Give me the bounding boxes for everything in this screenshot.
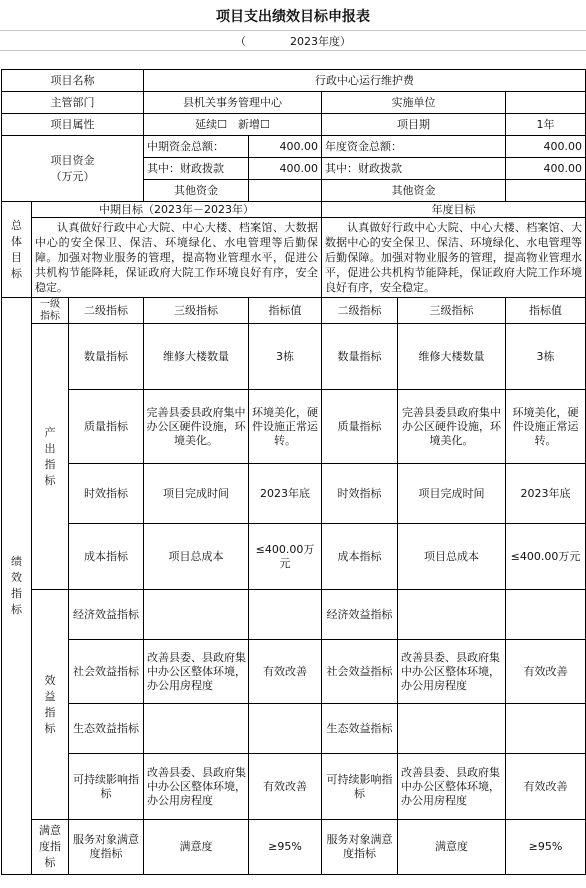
level2-header: 二级指标 (69, 298, 144, 324)
indicator-value[interactable]: 环境美化，硬件设施正常运转。 (249, 390, 322, 464)
indicator-value-year[interactable]: ≥95% (506, 820, 586, 875)
indicator-l3[interactable]: 项目总成本 (144, 524, 249, 590)
indicator-l2: 质量指标 (69, 390, 144, 464)
value-header-year: 指标值 (506, 298, 586, 324)
indicator-l2-year: 可持续影响指标 (322, 754, 398, 820)
year-other-value[interactable] (506, 180, 586, 202)
indicator-l2-year: 数量指标 (322, 324, 398, 390)
indicators-side-label: 绩 效 指 标 (2, 298, 32, 875)
mid-fiscal-label: 其中：财政拨款 (144, 158, 249, 180)
indicator-l2-year: 服务对象满意度指标 (322, 820, 398, 875)
goals-side-label: 总 体 目 标 (2, 202, 32, 298)
mid-total-label: 中期资金总额： (144, 136, 249, 158)
indicator-l3[interactable]: 完善县委县政府集中办公区硬件设施，环境美化。 (144, 390, 249, 464)
year-goal-header: 年度目标 (322, 202, 586, 218)
impl-label: 实施单位 (322, 92, 506, 114)
indicator-l3-year[interactable]: 改善县委、县政府集中办公区整体环境，办公用房程度 (398, 640, 506, 704)
indicator-l2-year: 时效指标 (322, 464, 398, 524)
year-fiscal-value[interactable]: 400.00 (506, 158, 586, 180)
year-fiscal-label: 其中：财政拨款 (322, 158, 506, 180)
target-table (1, 69, 586, 875)
form-title: 项目支出绩效目标申报表 (216, 9, 370, 25)
attr-label: 项目属性 (2, 114, 144, 136)
indicator-value-year[interactable]: 有效改善 (506, 754, 586, 820)
impl-value[interactable] (506, 92, 586, 114)
indicator-l3-year[interactable]: 改善县委、县政府集中办公区整体环境，办公用房程度 (398, 754, 506, 820)
satisfaction-label: 满意 度指 标 (32, 820, 69, 875)
indicator-l2: 成本指标 (69, 524, 144, 590)
level1-header: 一级 指标 (32, 298, 69, 324)
mid-fiscal-value[interactable]: 400.00 (249, 158, 322, 180)
indicator-value[interactable]: ≤400.00万元 (249, 524, 322, 590)
indicator-l3[interactable] (144, 704, 249, 754)
year-total-label: 年度资金总额： (322, 136, 506, 158)
indicator-value-year[interactable]: 2023年底 (506, 464, 586, 524)
indicator-value-year[interactable]: ≤400.00万元 (506, 524, 586, 590)
indicator-l3-year[interactable]: 项目完成时间 (398, 464, 506, 524)
year-goal-text[interactable]: 认真做好行政中心大院、中心大楼、档案馆、大数据中心的安全保卫、保洁、环境绿化、水电管理等后勤保障。加强对物业服务的管理，提高物业管理水平，促进公共机构节能降耗，保证政府大院工作环境良好有序，安全稳定。 (322, 218, 586, 298)
indicator-value[interactable]: ≥95% (249, 820, 322, 875)
year-total-value[interactable]: 400.00 (506, 136, 586, 158)
indicator-l2-year: 社会效益指标 (322, 640, 398, 704)
indicator-l2: 生态效益指标 (69, 704, 144, 754)
level3-header: 三级指标 (144, 298, 249, 324)
indicator-l3[interactable]: 项目完成时间 (144, 464, 249, 524)
dept-label: 主管部门 (2, 92, 144, 114)
indicator-value-year[interactable]: 3栋 (506, 324, 586, 390)
indicator-l3[interactable]: 改善县委、县政府集中办公区整体环境，办公用房程度 (144, 754, 249, 820)
indicator-value[interactable]: 有效改善 (249, 640, 322, 704)
benefit-label: 效 益 指 标 (32, 590, 69, 820)
indicator-l3-year[interactable]: 完善县委县政府集中办公区硬件设施，环境美化。 (398, 390, 506, 464)
mid-goal-text[interactable]: 认真做好行政中心大院、中心大楼、档案馆、大数据中心的安全保卫、保洁、环境绿化、水电管理等后勤保障。加强对物业服务的管理，提高物业管理水平，促进公共机构节能降耗，保证政府大院工作环境良好有序，安全稳定。 (32, 218, 322, 298)
period-label: 项目期 (322, 114, 506, 136)
indicator-value[interactable]: 有效改善 (249, 754, 322, 820)
indicator-l3-year[interactable]: 项目总成本 (398, 524, 506, 590)
indicator-value-year[interactable] (506, 704, 586, 754)
indicator-l2: 时效指标 (69, 464, 144, 524)
indicator-l2: 社会效益指标 (69, 640, 144, 704)
grid-line (0, 50, 586, 51)
indicator-l3[interactable]: 维修大楼数量 (144, 324, 249, 390)
mid-goal-header: 中期目标（2023年－2023年） (32, 202, 322, 218)
project-name-value[interactable]: 行政中心运行维护费 (144, 70, 586, 92)
indicator-l2: 可持续影响指标 (69, 754, 144, 820)
indicator-value-year[interactable]: 有效改善 (506, 640, 586, 704)
level2-header-year: 二级指标 (322, 298, 398, 324)
indicator-value-year[interactable] (506, 590, 586, 640)
indicator-l2-year: 经济效益指标 (322, 590, 398, 640)
indicator-l3[interactable]: 满意度 (144, 820, 249, 875)
indicator-l3[interactable] (144, 590, 249, 640)
mid-total-value[interactable]: 400.00 (249, 136, 322, 158)
indicator-l2-year: 成本指标 (322, 524, 398, 590)
dept-value[interactable]: 县机关事务管理中心 (144, 92, 322, 114)
indicator-l3-year[interactable]: 维修大楼数量 (398, 324, 506, 390)
indicator-l2: 服务对象满意度指标 (69, 820, 144, 875)
period-value[interactable]: 1年 (506, 114, 586, 136)
indicator-value[interactable]: 3栋 (249, 324, 322, 390)
year-other-label: 其他资金 (322, 180, 506, 202)
indicator-l2: 经济效益指标 (69, 590, 144, 640)
indicator-value-year[interactable]: 环境美化，硬件设施正常运转。 (506, 390, 586, 464)
indicator-l2: 数量指标 (69, 324, 144, 390)
indicator-l3[interactable]: 改善县委、县政府集中办公区整体环境，办公用房程度 (144, 640, 249, 704)
indicator-l3-year[interactable] (398, 704, 506, 754)
project-name-label: 项目名称 (2, 70, 144, 92)
value-header: 指标值 (249, 298, 322, 324)
mid-other-value[interactable] (249, 180, 322, 202)
indicator-value[interactable] (249, 590, 322, 640)
indicator-l2-year: 生态效益指标 (322, 704, 398, 754)
attr-value[interactable]: 延续☐ 新增☐ (144, 114, 322, 136)
mid-other-label: 其他资金 (144, 180, 249, 202)
indicator-value[interactable] (249, 704, 322, 754)
indicator-l2-year: 质量指标 (322, 390, 398, 464)
indicator-l3-year[interactable]: 满意度 (398, 820, 506, 875)
funds-label: 项目资金 （万元） (2, 136, 144, 202)
form-year-line: （ 2023年度） (235, 35, 351, 48)
indicator-l3-year[interactable] (398, 590, 506, 640)
level3-header-year: 三级指标 (398, 298, 506, 324)
indicator-value[interactable]: 2023年底 (249, 464, 322, 524)
output-label: 产 出 指 标 (32, 324, 69, 590)
grid-line (0, 30, 586, 31)
